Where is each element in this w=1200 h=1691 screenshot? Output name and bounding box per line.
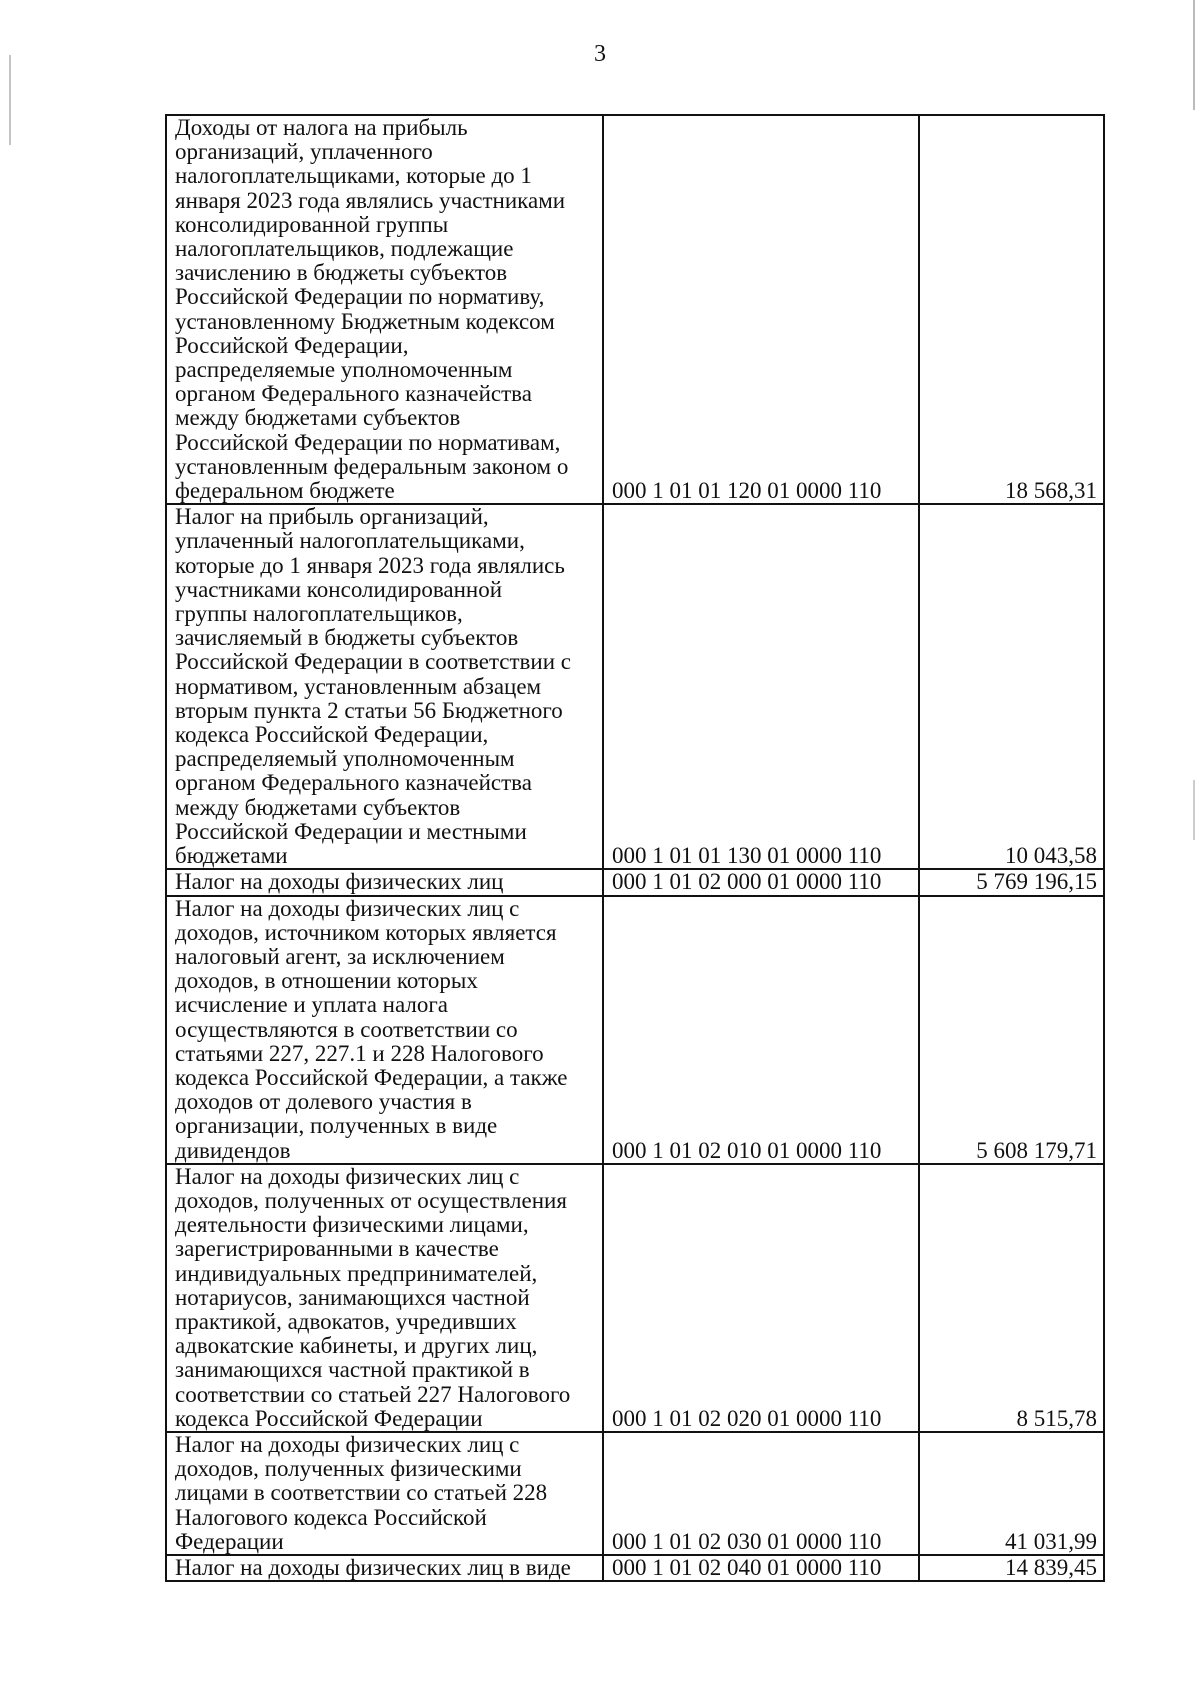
table-row — [166, 504, 1104, 869]
table-row — [166, 869, 1104, 895]
revenue-name-line: Налог на доходы физических лиц с — [175, 1163, 520, 1189]
amount-cell: 14 839,45 — [919, 1555, 1104, 1581]
revenue-name-line: доходов, полученных физическими — [175, 1456, 522, 1482]
revenue-name-line: между бюджетами субъектов — [175, 794, 461, 820]
revenue-name-line: участниками консолидированной — [175, 576, 503, 602]
revenue-name-line: бюджетами — [175, 843, 288, 869]
budget-code-cell: 000 1 01 02 040 01 0000 110 — [603, 1555, 919, 1581]
revenue-name-line: федеральном бюджете — [175, 478, 395, 504]
revenue-name-cell — [166, 1432, 603, 1555]
table-row — [166, 1164, 1104, 1432]
scan-edge-right-2 — [1193, 780, 1195, 840]
revenue-name-line: Российской Федерации по нормативам, — [175, 429, 561, 455]
revenue-name-line: доходов от долевого участия в — [175, 1089, 472, 1115]
revenue-name-line: Российской Федерации в соответствии с — [175, 649, 571, 675]
revenue-name-line: соответствии со статьей 227 Налогового — [175, 1381, 571, 1407]
revenue-name-line: деятельности физическими лицами, — [175, 1212, 529, 1238]
revenue-name-line: Налогового кодекса Российской — [175, 1504, 487, 1530]
revenue-name-line: Налог на доходы физических лиц — [175, 869, 504, 895]
budget-code-cell: 000 1 01 01 130 01 0000 110 — [603, 504, 919, 869]
amount-cell: 5 769 196,15 — [919, 869, 1104, 895]
revenue-name-line: Доходы от налога на прибыль — [175, 115, 468, 140]
scan-edge-left — [9, 55, 11, 145]
revenue-name-line: вторым пункта 2 статьи 56 Бюджетного — [175, 697, 563, 723]
revenue-name-line: распределяемый уполномоченным — [175, 746, 515, 772]
revenue-name-line: января 2023 года являлись участниками — [175, 187, 566, 213]
amount-cell: 5 608 179,71 — [919, 896, 1104, 1164]
revenue-name-line: дивидендов — [175, 1137, 291, 1163]
revenue-name-line: исчисление и уплата налога — [175, 992, 448, 1018]
table-row — [166, 896, 1104, 1164]
table-row — [166, 1432, 1104, 1555]
revenue-name-line: осуществляются в соответствии со — [175, 1016, 518, 1042]
table-row — [166, 115, 1104, 504]
revenue-name-line: кодекса Российской Федерации, а также — [175, 1064, 568, 1090]
revenue-name-line: индивидуальных предпринимателей, — [175, 1260, 538, 1286]
revenue-name-line: статьями 227, 227.1 и 228 Налогового — [175, 1040, 544, 1066]
budget-revenue-table — [165, 114, 1105, 1582]
revenue-name-line: доходов, источником которых является — [175, 919, 557, 945]
revenue-name-line: доходов, в отношении которых — [175, 968, 478, 994]
revenue-name-line: лицами в соответствии со статьей 228 — [175, 1480, 548, 1506]
revenue-name-line: консолидированной группы — [175, 211, 449, 237]
amount-cell: 41 031,99 — [919, 1432, 1104, 1555]
revenue-name-cell — [166, 504, 603, 869]
revenue-name-line: Налог на доходы физических лиц с — [175, 1431, 520, 1457]
table-row — [166, 1555, 1104, 1581]
revenue-name-line: Федерации — [175, 1528, 284, 1554]
revenue-name-line: занимающихся частной практикой в — [175, 1357, 530, 1383]
revenue-name-line: налогоплательщиков, подлежащие — [175, 236, 514, 262]
revenue-name-line: которые до 1 января 2023 года являлись — [175, 552, 565, 578]
revenue-name-line: группы налогоплательщиков, — [175, 601, 463, 627]
table-body — [166, 115, 1104, 1581]
revenue-name-line: установленному Бюджетным кодексом — [175, 308, 555, 334]
amount-cell: 10 043,58 — [919, 504, 1104, 869]
revenue-name-line: зачислению в бюджеты субъектов — [175, 260, 508, 286]
revenue-name-line: нотариусов, занимающихся частной — [175, 1284, 530, 1310]
page-number: 3 — [594, 41, 606, 67]
budget-code-cell: 000 1 01 02 030 01 0000 110 — [603, 1432, 919, 1555]
revenue-name-line: кодекса Российской Федерации — [175, 1405, 483, 1431]
budget-code-cell: 000 1 01 02 010 01 0000 110 — [603, 896, 919, 1164]
revenue-name-line: Налог на доходы физических лиц с — [175, 895, 520, 921]
revenue-name-cell — [166, 869, 603, 895]
revenue-name-line: налогоплательщиками, которые до 1 — [175, 163, 532, 189]
budget-code-cell: 000 1 01 02 000 01 0000 110 — [603, 869, 919, 895]
revenue-name-line: Российской Федерации и местными — [175, 818, 527, 844]
revenue-name-line: практикой, адвокатов, учредивших — [175, 1308, 517, 1334]
revenue-name-line: организации, полученных в виде — [175, 1113, 498, 1139]
revenue-name-line: нормативом, установленным абзацем — [175, 673, 542, 699]
budget-code-cell: 000 1 01 01 120 01 0000 110 — [603, 115, 919, 504]
revenue-name-cell — [166, 1555, 603, 1581]
scan-edge-right — [1193, 0, 1195, 110]
revenue-name-cell — [166, 1164, 603, 1432]
amount-cell: 18 568,31 — [919, 115, 1104, 504]
revenue-name-cell — [166, 896, 603, 1164]
revenue-name-line: организаций, уплаченного — [175, 139, 433, 165]
revenue-name-line: налоговый агент, за исключением — [175, 943, 505, 969]
amount-cell: 8 515,78 — [919, 1164, 1104, 1432]
revenue-name-line: доходов, полученных от осуществления — [175, 1187, 567, 1213]
revenue-name-cell — [166, 115, 603, 504]
revenue-name-line: между бюджетами субъектов — [175, 405, 461, 431]
revenue-name-line: Российской Федерации по нормативу, — [175, 284, 545, 310]
revenue-name-line: зачисляемый в бюджеты субъектов — [175, 625, 519, 651]
revenue-name-line: Налог на прибыль организаций, — [175, 504, 489, 530]
revenue-name-line: распределяемые уполномоченным — [175, 357, 513, 383]
revenue-name-line: уплаченный налогоплательщиками, — [175, 528, 525, 554]
revenue-name-line: Российской Федерации, — [175, 332, 409, 358]
revenue-name-line: органом Федерального казначейства — [175, 381, 532, 407]
revenue-name-line: зарегистрированными в качестве — [175, 1236, 499, 1262]
revenue-name-line: Налог на доходы физических лиц в виде — [175, 1554, 571, 1580]
budget-code-cell: 000 1 01 02 020 01 0000 110 — [603, 1164, 919, 1432]
revenue-name-line: кодекса Российской Федерации, — [175, 722, 489, 748]
revenue-name-line: органом Федерального казначейства — [175, 770, 532, 796]
revenue-name-line: адвокатские кабинеты, и других лиц, — [175, 1333, 538, 1359]
revenue-name-line: установленным федеральным законом о — [175, 453, 569, 479]
